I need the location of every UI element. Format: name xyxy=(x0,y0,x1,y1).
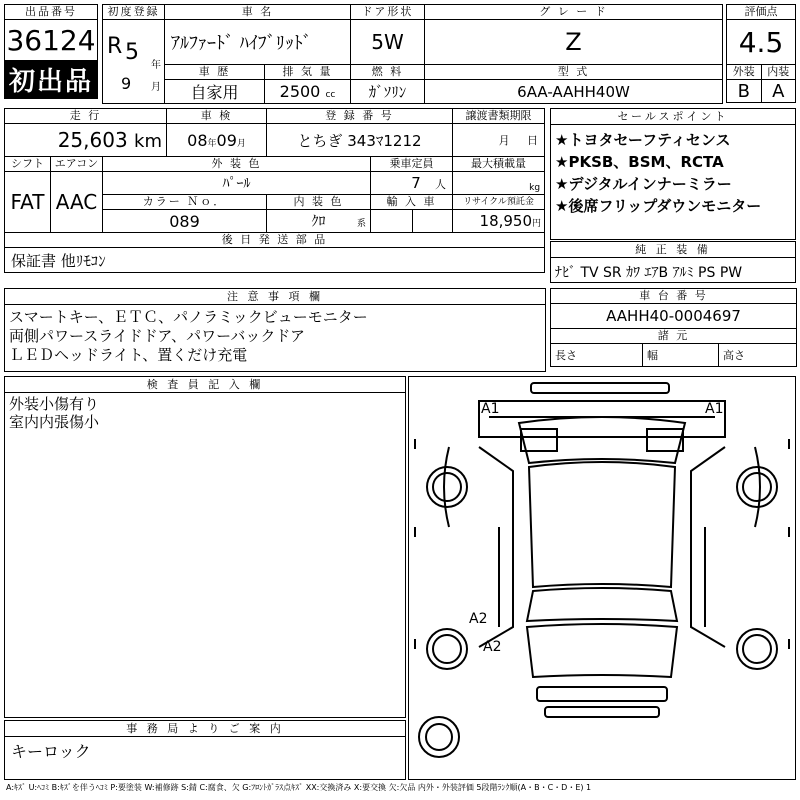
wheel-front-left-inner xyxy=(433,473,461,501)
roof xyxy=(529,462,675,587)
height-label: 高さ xyxy=(719,344,797,367)
import-label: 輸 入 車 xyxy=(371,195,453,210)
notes-box xyxy=(4,288,546,372)
inspector-label: 検 査 員 記 入 欄 xyxy=(5,377,405,393)
score-block xyxy=(726,4,796,103)
grade-label: グ レ ー ド xyxy=(425,5,723,20)
rear-bumper xyxy=(537,687,667,701)
selling-points-label: セールスポイント xyxy=(551,109,795,125)
legend: A:ｷｽﾞ U:ﾍｺﾐ B:ｷｽﾞを伴うﾍｺﾐ P:要塗装 W:補修跡 S:錆 C:腐食、欠 G:ﾌﾛﾝﾄｶﾞﾗｽ点ｷｽﾞ XX:交換済み X:要交換 欠:欠品 内外・外装評価 5段階ﾗﾝｸ順(A・B・C・D・E) 1 xyxy=(6,783,592,792)
recycle-cell xyxy=(453,210,545,233)
headlight-right xyxy=(647,429,683,451)
door-type: 5W xyxy=(351,20,425,65)
first-reg-label: 初度登録 xyxy=(103,5,165,20)
shift: FAT xyxy=(5,172,51,233)
plate-number: とちぎ 343ﾏ1212 xyxy=(267,124,453,157)
transfer-day-unit: 日 xyxy=(527,134,539,147)
mileage-label: 走 行 xyxy=(5,109,167,124)
import-cell-1 xyxy=(371,210,413,233)
lot-block xyxy=(4,4,98,99)
left-front-fender xyxy=(444,447,449,527)
transfer-label: 譲渡書類期限 xyxy=(453,109,545,124)
int-color-unit: 系 xyxy=(357,219,367,229)
later-parts: 保証書 他ﾘﾓｺﾝ xyxy=(5,248,545,273)
recycle: 18,950 xyxy=(479,212,533,230)
capacity-unit: 人 xyxy=(435,178,447,191)
transfer-cell xyxy=(453,124,545,157)
wheel-rear-left-inner xyxy=(433,635,461,663)
selling-point: ★後席フリップダウンモニター xyxy=(555,197,762,215)
int-grade: A xyxy=(761,80,796,103)
lot-label: 出品番号 xyxy=(5,5,98,20)
selling-point: ★トヨタセーフティセンス xyxy=(555,131,731,149)
ext-color-label: 外 装 色 xyxy=(103,157,371,172)
length-label: 長さ xyxy=(551,344,643,367)
ac: AAC xyxy=(51,172,103,233)
reg-month: 9 xyxy=(121,74,132,93)
reg-month-unit: 月 xyxy=(151,82,161,93)
recycle-unit: 円 xyxy=(532,219,542,229)
ext-grade: B xyxy=(727,80,762,103)
inspection-year: 08 xyxy=(187,130,208,150)
history-label: 車 歴 xyxy=(165,65,265,80)
history: 自家用 xyxy=(165,80,265,104)
shift-label: シフト xyxy=(5,157,51,172)
recycle-label: リサイクル預託金 xyxy=(453,195,545,210)
selling-point: ★デジタルインナーミラー xyxy=(555,175,732,193)
mileage-unit: km xyxy=(134,131,163,152)
note-line: ＬＥＤヘッドライト、置くだけ充電 xyxy=(9,346,248,364)
header-row xyxy=(102,4,723,104)
fuel-label: 燃 料 xyxy=(351,65,425,80)
displacement-label: 排 気 量 xyxy=(265,65,351,80)
car-name: ｱﾙﾌｧｰﾄﾞ ﾊｲﾌﾞﾘｯﾄﾞ xyxy=(165,20,351,65)
int-grade-label: 内装 xyxy=(761,65,796,80)
ext-grade-label: 外装 xyxy=(727,65,762,80)
displacement: 2500 xyxy=(279,82,321,101)
inspection-label: 車 検 xyxy=(167,109,267,124)
equipment-value: ﾅﾋﾞ TV SR ｶﾜ ｴｱB ｱﾙﾐ PS PW xyxy=(555,265,743,281)
spare-wheel-inner xyxy=(426,724,452,750)
ext-color: ﾊﾟｰﾙ xyxy=(103,172,371,195)
model-code: 6AA-AAHH40W xyxy=(425,80,723,104)
grade: Z xyxy=(425,20,723,65)
load-unit: kg xyxy=(529,183,541,193)
fuel: ｶﾞｿﾘﾝ xyxy=(351,80,425,104)
right-front-fender xyxy=(755,447,760,527)
car-name-label: 車 名 xyxy=(165,5,351,20)
car-diagram xyxy=(408,376,796,780)
load-label: 最大積載量 xyxy=(453,157,545,172)
displacement-unit: cc xyxy=(325,90,336,100)
mileage: 25,603 xyxy=(57,128,128,152)
plate-label: 登 録 番 号 xyxy=(267,109,453,124)
model-label: 型 式 xyxy=(425,65,723,80)
inspection-month-unit: 月 xyxy=(236,138,246,149)
rear-lower-bumper xyxy=(545,707,659,717)
chassis-number: AAHH40-0004697 xyxy=(551,304,797,329)
office-label: 事 務 局 よ り ご 案 内 xyxy=(5,721,405,737)
first-listing-badge: 初出品 xyxy=(5,61,98,99)
lot-number: 36124 xyxy=(5,20,98,61)
capacity-label: 乗車定員 xyxy=(371,157,453,172)
equipment-label: 純 正 装 備 xyxy=(551,242,795,258)
equipment-box xyxy=(550,241,796,283)
ac-label: エアコン xyxy=(51,157,103,172)
inspector-box xyxy=(4,376,406,718)
reg-year-unit: 年 xyxy=(151,60,161,71)
capacity: 7 xyxy=(411,174,421,192)
inspector-line: 室内内張傷小 xyxy=(9,413,100,431)
front-bumper xyxy=(531,383,669,393)
reg-year: 5 xyxy=(125,40,139,65)
first-reg-cell xyxy=(103,20,165,104)
office-text: キーロック xyxy=(11,742,91,761)
damage-mark: A1 xyxy=(481,401,500,417)
wheel-rear-right-inner xyxy=(743,635,771,663)
details-table xyxy=(4,108,545,273)
import-cell-2 xyxy=(413,210,453,233)
inspector-lines xyxy=(5,393,405,431)
int-color-cell xyxy=(267,210,371,233)
selling-point: ★PKSB、BSM、RCTA xyxy=(555,153,724,171)
chassis-label: 車 台 番 号 xyxy=(551,289,797,304)
front-panel xyxy=(479,401,725,437)
rear-gate xyxy=(527,624,677,677)
later-parts-label: 後 日 発 送 部 品 xyxy=(5,233,545,248)
notes-label: 注 意 事 項 欄 xyxy=(5,289,545,305)
rear-window xyxy=(527,588,677,621)
transfer-month-unit: 月 xyxy=(498,134,510,147)
headlight-left xyxy=(521,429,557,451)
displacement-cell xyxy=(265,80,351,104)
color-no: 089 xyxy=(103,210,267,233)
score: 4.5 xyxy=(727,20,796,65)
width-label: 幅 xyxy=(643,344,719,367)
door-label: ドア形状 xyxy=(351,5,425,20)
selling-points-list xyxy=(551,125,795,217)
int-color: ｸﾛ xyxy=(311,214,326,230)
color-no-label: カラー Ｎｏ． xyxy=(103,195,267,210)
damage-mark: A1 xyxy=(705,401,724,417)
windshield xyxy=(519,417,685,463)
note-line: 両側パワースライドドア、パワーバックドア xyxy=(9,327,305,345)
car-outline xyxy=(409,377,795,779)
damage-mark: A2 xyxy=(483,639,502,655)
note-line: スマートキー、ＥＴＣ、パノラミックビューモニター xyxy=(9,308,368,326)
int-color-label: 内 装 色 xyxy=(267,195,371,210)
notes-lines xyxy=(5,305,545,365)
right-side xyxy=(691,447,725,647)
capacity-cell xyxy=(371,172,453,195)
inspection-month: 09 xyxy=(216,130,237,150)
inspection-year-unit: 年 xyxy=(207,138,217,149)
chassis-table xyxy=(550,288,797,367)
era: R xyxy=(107,34,123,59)
inspector-line: 外装小傷有り xyxy=(9,395,100,413)
dims-label: 諸 元 xyxy=(551,329,797,344)
mileage-cell xyxy=(5,124,167,157)
load-cell xyxy=(453,172,545,195)
selling-points-box xyxy=(550,108,796,240)
inspection-cell xyxy=(167,124,267,157)
office-box xyxy=(4,720,406,780)
score-label: 評価点 xyxy=(727,5,796,20)
wheel-front-right-inner xyxy=(743,473,771,501)
damage-mark: A2 xyxy=(469,611,488,627)
